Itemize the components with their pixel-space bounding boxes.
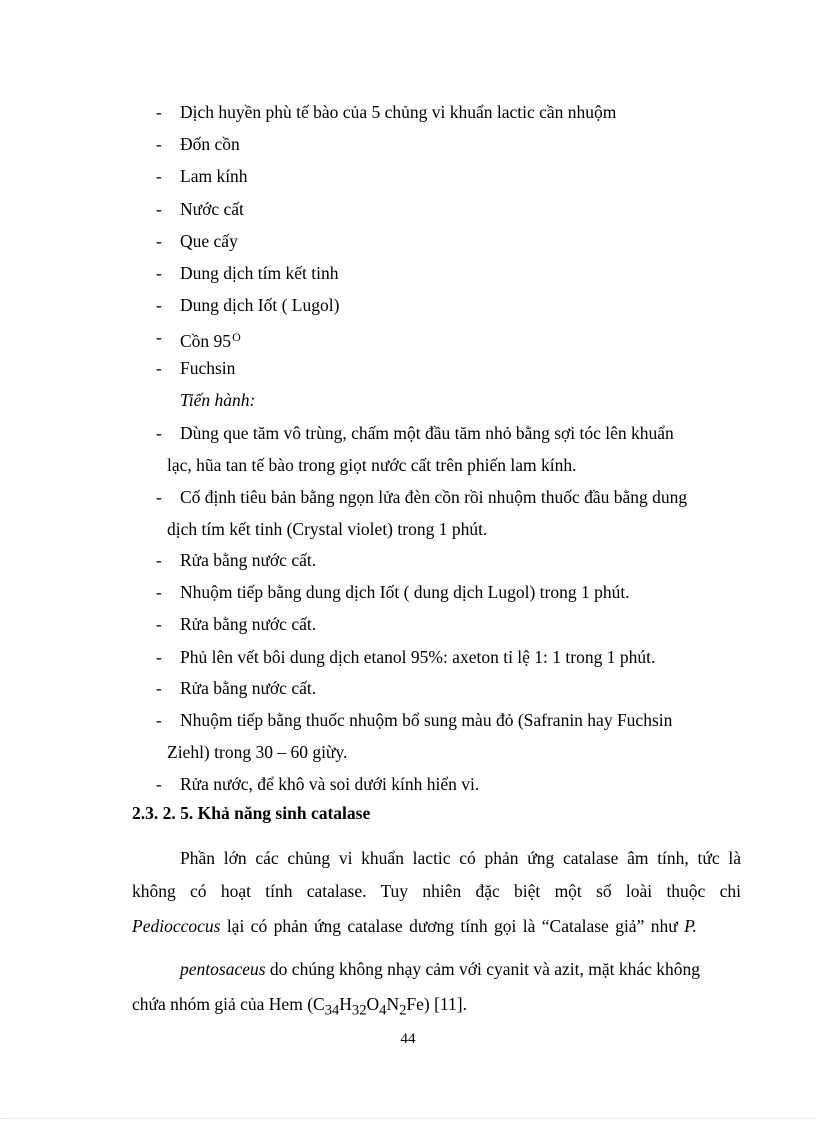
bullet-dash: -: [156, 102, 162, 122]
paragraph-line: Pedioccocus lại có phản ứng catalase dương tính gọi là “Catalase giả” như P.: [132, 916, 697, 936]
section-heading: 2.3. 2. 5. Khả năng sinh catalase: [132, 803, 371, 823]
paragraph-line: Phần lớn các chủng vi khuẩn lactic có phản ứng catalase âm tính, tức là: [180, 848, 741, 868]
document-page: - Dịch huyền phù tế bào của 5 chủng vi khuẩn lactic cần nhuộm - Đốn cồn - Lam kính - Nước cất - Que cấy - Dung dịch tím kết tinh - Dung dịch Iốt ( Lugol) - Cồn $95^O$ - Fuchsin Tiến hành: - Dùng que tăm vô trùng, chấm một đầu tăm nhỏ bằng sợi tóc lên khuẩn lạc, hũa tan tế bào trong giọt nước cất trên phiến lam kính. - Cố định tiêu bản bằng ngọn lửa đèn cồn rồi nhuộm thuốc đầu bằng dung dịch tím kết tinh (Crystal violet) trong 1 phút. - Rửa bằng nước cất. - Nhuộm tiếp bằng dung dịch Iốt ( dung dịch Lugol) trong 1 phút. - Rửa bằng nước cất. - Phủ lên vết bôi dung dịch etanol 95%: axeton tỉ lệ 1: 1 trong 1 phút. - Rửa bằng nước cất. - Nhuộm tiếp bằng thuốc nhuộm bổ sung màu đỏ (Safranin hay Fuchsin Ziehl) trong 30 – 60 giừy. - Rửa nước, để khô và soi dưới kính hiển vi. 2.3. 2. 5. Khả năng sinh catalase Phần lớn các chủng vi khuẩn lactic có phản ứng catalase âm tính, tức là không có hoạt tính catalase. Tuy nhiên đặc biệt một số loài thuộc chi Pedioccocus lại có phản ứng catalase dương tính gọi là “Catalase giả” như P. pentosaceus do chúng không nhạy cảm với cyanit và azit, mặt khác không chứa nhóm giả của Hem $(C_{34}H_{32}O_4N_2Fe)$ [11]. 44: [0, 0, 816, 1123]
degree-symbol: O: [232, 330, 241, 344]
page-bottom-divider: [0, 1118, 816, 1119]
paragraph-line: không có hoạt tính catalase. Tuy nhiên đặc biệt một số loài thuộc chi: [132, 881, 741, 901]
page-number: 44: [400, 1031, 416, 1047]
paragraph-line: chứa nhóm giả của Hem $(C_{34}H_{32}O_4N_2Fe)$ [11].: [132, 994, 467, 1019]
procedure-label: Tiến hành:: [180, 390, 256, 410]
paragraph-line: pentosaceus do chúng không nhạy cảm với cyanit và azit, mặt khác không: [180, 959, 701, 979]
